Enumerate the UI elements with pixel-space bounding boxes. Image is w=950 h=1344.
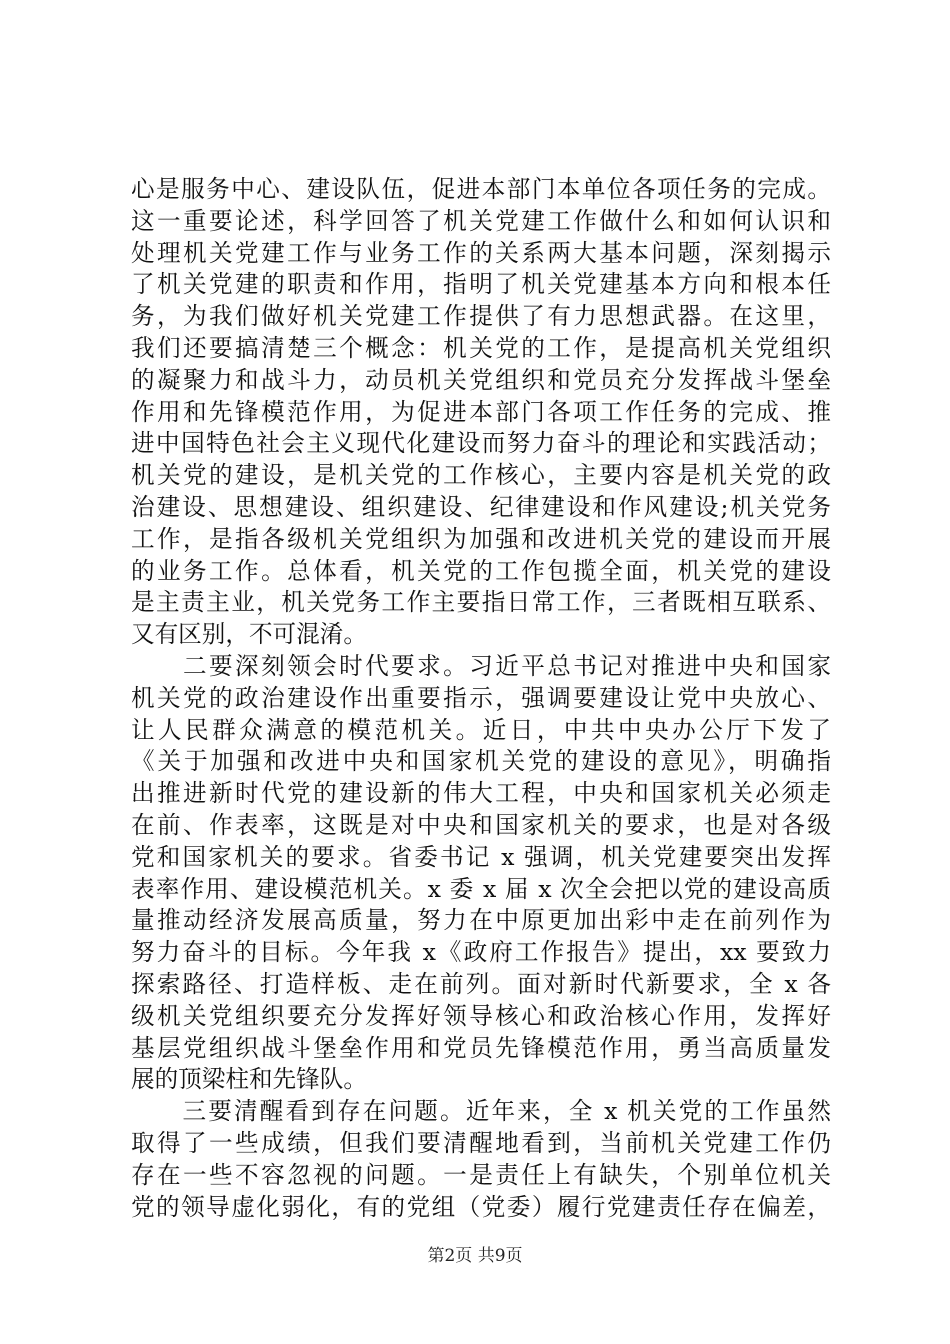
text-line: 基层党组织战斗堡垒作用和党员先锋模范作用，勇当高质量发 bbox=[131, 1033, 831, 1062]
text-line: 治建设、思想建设、组织建设、纪律建设和作风建设;机关党务 bbox=[131, 492, 831, 521]
text-line: 取得了一些成绩，但我们要清醒地看到，当前机关党建工作仍 bbox=[131, 1128, 831, 1157]
text-line: 量推动经济发展高质量，努力在中原更加出彩中走在前列作为 bbox=[131, 906, 831, 935]
text-line: 三要清醒看到存在问题。近年来，全 x 机关党的工作虽然 bbox=[131, 1097, 831, 1126]
text-line: 表率作用、建设模范机关。x 委 x 届 x 次全会把以党的建设高质 bbox=[131, 874, 831, 903]
text-line: 机关党的政治建设作出重要指示，强调要建设让党中央放心、 bbox=[131, 683, 831, 712]
text-line: 党的领导虚化弱化，有的党组（党委）履行党建责任存在偏差， bbox=[131, 1192, 831, 1221]
text-line: 的凝聚力和战斗力，动员机关党组织和党员充分发挥战斗堡垒 bbox=[131, 365, 831, 394]
text-line: 级机关党组织要充分发挥好领导核心和政治核心作用，发挥好 bbox=[131, 1001, 831, 1030]
text-line: 务，为我们做好机关党建工作提供了有力思想武器。在这里， bbox=[131, 302, 831, 331]
text-line: 作用和先锋模范作用，为促进本部门各项工作任务的完成、推 bbox=[131, 397, 831, 426]
text-line: 二要深刻领会时代要求。习近平总书记对推进中央和国家 bbox=[131, 651, 831, 680]
text-line: 又有区别，不可混淆。 bbox=[131, 620, 367, 649]
text-line: 是主责主业，机关党务工作主要指日常工作，三者既相互联系、 bbox=[131, 588, 831, 617]
text-line: 展的顶梁柱和先锋队。 bbox=[131, 1065, 367, 1094]
text-line: 党和国家机关的要求。省委书记 x 强调，机关党建要突出发挥 bbox=[131, 842, 831, 871]
text-line: 这一重要论述，科学回答了机关党建工作做什么和如何认识和 bbox=[131, 206, 831, 235]
text-line: 探索路径、打造样板、走在前列。面对新时代新要求，全 x 各 bbox=[131, 969, 831, 998]
text-line: 机关党的建设，是机关党的工作核心，主要内容是机关党的政 bbox=[131, 461, 831, 490]
text-line: 在前、作表率，这既是对中央和国家机关的要求，也是对各级 bbox=[131, 810, 831, 839]
text-line: 我们还要搞清楚三个概念：机关党的工作，是提高机关党组织 bbox=[131, 333, 831, 362]
text-line: 努力奋斗的目标。今年我 x《政府工作报告》提出，xx 要致力 bbox=[131, 938, 831, 967]
text-line: 工作，是指各级机关党组织为加强和改进机关党的建设而开展 bbox=[131, 524, 831, 553]
text-line: 《关于加强和改进中央和国家机关党的建设的意见》，明确指 bbox=[131, 747, 831, 776]
text-line: 出推进新时代党的建设新的伟大工程，中央和国家机关必须走 bbox=[131, 779, 831, 808]
text-line: 让人民群众满意的模范机关。近日，中共中央办公厅下发了 bbox=[131, 715, 831, 744]
text-line: 进中国特色社会主义现代化建设而努力奋斗的理论和实践活动； bbox=[131, 429, 831, 458]
text-line: 的业务工作。总体看，机关党的工作包揽全面，机关党的建设 bbox=[131, 556, 831, 585]
text-line: 处理机关党建工作与业务工作的关系两大基本问题，深刻揭示 bbox=[131, 238, 831, 267]
text-line: 存在一些不容忽视的问题。一是责任上有缺失，个别单位机关 bbox=[131, 1160, 831, 1189]
text-line: 心是服务中心、建设队伍，促进本部门本单位各项任务的完成。 bbox=[131, 175, 831, 203]
page-footer: 第2页 共9页 bbox=[427, 1246, 523, 1266]
text-line: 了机关党建的职责和作用，指明了机关党建基本方向和根本任 bbox=[131, 270, 831, 299]
body-text bbox=[131, 174, 831, 1223]
